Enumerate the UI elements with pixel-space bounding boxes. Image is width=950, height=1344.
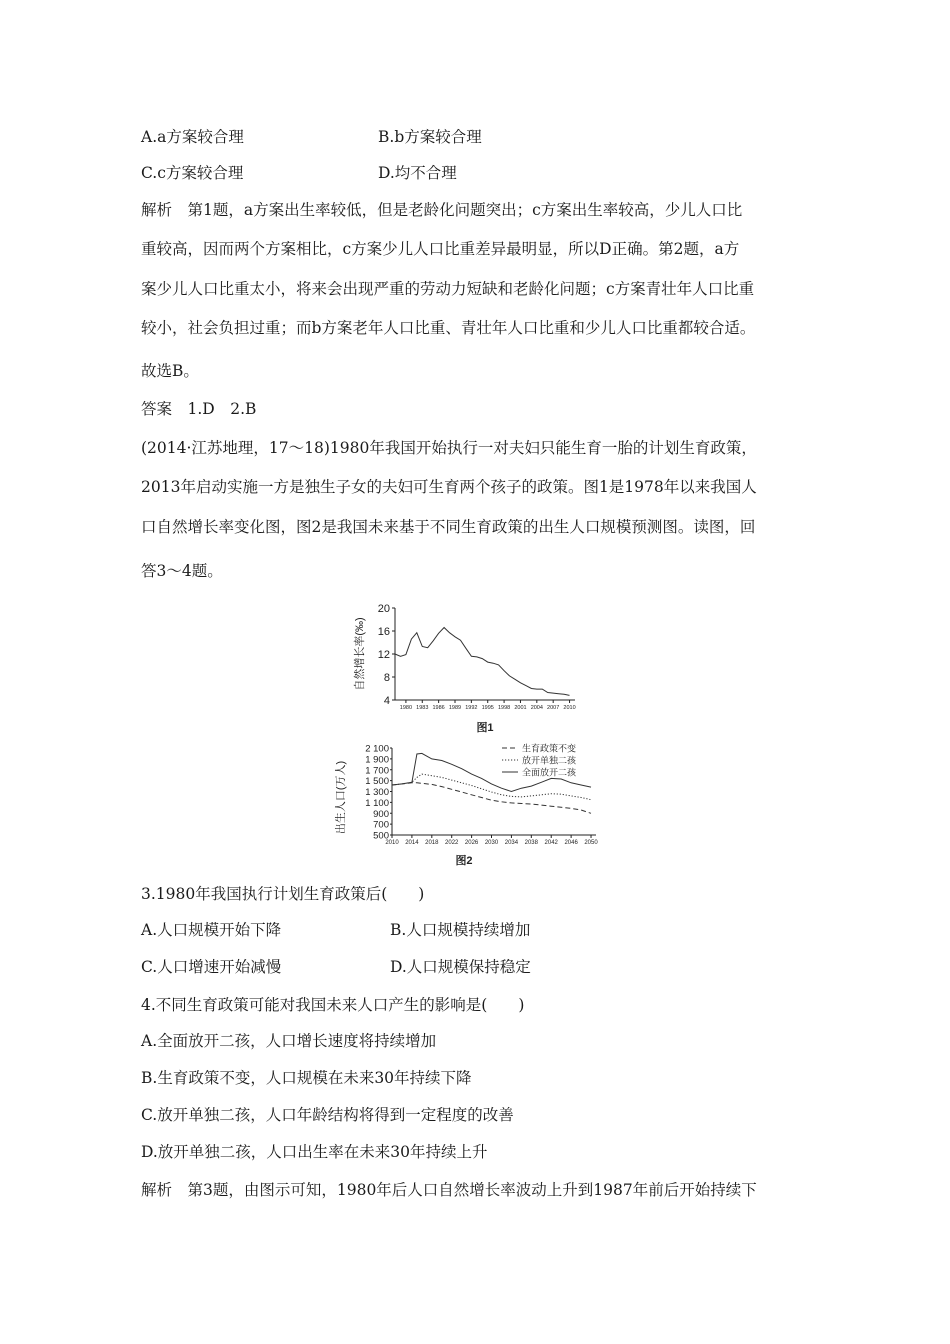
q4-option-c: C.放开单独二孩，人口年龄结构将得到一定程度的改善 [141, 1106, 514, 1124]
x-tick-label: 1980 [399, 705, 413, 711]
option-b: B.b方案较合理 [378, 128, 482, 146]
x-tick-label: 1992 [465, 705, 478, 711]
x-tick-label: 2034 [504, 840, 519, 846]
legend-label: 放开单独二孩 [522, 755, 577, 766]
option-c: C.c方案较合理 [141, 164, 244, 182]
analysis-line: 重较高，因而两个方案相比，c方案少儿人口比重差异最明显，所以D正确。第2题，a方 [141, 240, 740, 258]
option-a: A.a方案较合理 [141, 128, 244, 146]
q4-option-d: D.放开单独二孩，人口出生率在未来30年持续上升 [141, 1143, 488, 1161]
analysis-line: 故选B。 [141, 362, 199, 380]
y-tick-label: 1 500 [365, 776, 389, 788]
analysis-line: 案少儿人口比重太小，将来会出现严重的劳动力短缺和老龄化问题；c方案青壮年人口比重 [141, 280, 755, 298]
intro-line: 答3～4题。 [141, 562, 223, 580]
legend-label: 生育政策不变 [522, 743, 577, 754]
analysis-line: 解析 第1题，a方案出生率较低，但是老龄化问题突出；c方案出生率较高，少儿人口比 [141, 201, 743, 219]
x-tick-label: 2022 [445, 840, 459, 846]
y-tick-label: 4 [383, 695, 390, 707]
y-tick-label: 1 700 [365, 765, 389, 777]
x-tick-label: 2007 [547, 705, 560, 711]
x-tick-label: 2046 [564, 840, 578, 846]
y-tick-label: 16 [377, 626, 390, 638]
y-tick-label: 2 100 [365, 743, 389, 755]
q4-option-b: B.生育政策不变，人口规模在未来30年持续下降 [141, 1069, 472, 1087]
q3-option-b: B.人口规模持续增加 [390, 921, 531, 939]
series-line-2 [392, 774, 591, 800]
x-tick-label: 1983 [416, 705, 429, 711]
figure-2-chart [330, 740, 610, 870]
x-tick-label: 1986 [432, 705, 445, 711]
intro-line: 2013年启动实施一方是独生子女的夫妇可生育两个孩子的政策。图1是1978年以来我国人 [141, 478, 757, 496]
x-tick-label: 1998 [497, 705, 511, 711]
q3-option-d: D.人口规模保持稳定 [390, 958, 531, 976]
figure-caption: 图2 [455, 855, 473, 867]
x-tick-label: 2042 [544, 840, 558, 846]
intro-line: 口自然增长率变化图，图2是我国未来基于不同生育政策的出生人口规模预测图。读图，回 [141, 518, 756, 536]
figure-caption: 图1 [476, 722, 494, 734]
q3-option-a: A.人口规模开始下降 [141, 921, 282, 939]
x-tick-label: 2018 [425, 840, 439, 846]
x-tick-label: 2026 [464, 840, 479, 846]
y-tick-label: 12 [377, 649, 390, 661]
x-tick-label: 2030 [484, 840, 499, 846]
x-tick-label: 2004 [530, 705, 543, 711]
x-tick-label: 2010 [563, 705, 576, 711]
y-tick-label: 1 900 [365, 754, 389, 766]
x-tick-label: 2014 [405, 840, 419, 846]
y-tick-label: 8 [383, 672, 390, 684]
q3-option-c: C.人口增速开始减慢 [141, 958, 282, 976]
x-tick-label: 2038 [524, 840, 538, 846]
q4-stem: 4.不同生育政策可能对我国未来人口产生的影响是( ) [141, 996, 525, 1014]
analysis-2-line: 解析 第3题，由图示可知，1980年后人口自然增长率波动上升到1987年前后开始持续下 [141, 1181, 757, 1199]
q4-option-a: A.全面放开二孩，人口增长速度将持续增加 [141, 1032, 437, 1050]
y-tick-label: 900 [373, 808, 389, 820]
x-tick-label: 1995 [481, 705, 494, 711]
x-tick-label: 2050 [584, 840, 598, 846]
y-axis-label: 出生人口(万人) [335, 760, 347, 835]
legend-label: 全面放开二孩 [522, 767, 577, 778]
y-tick-label: 20 [377, 603, 390, 615]
figure-1-chart [345, 600, 590, 740]
series-line-1 [392, 783, 591, 814]
y-axis-label: 自然增长率(‰) [354, 617, 366, 691]
answer-line: 答案 1.D 2.B [141, 400, 257, 418]
y-tick-label: 500 [373, 830, 389, 842]
y-tick-label: 1 300 [365, 787, 389, 798]
option-d: D.均不合理 [378, 164, 457, 182]
x-tick-label: 2001 [514, 705, 527, 711]
y-tick-label: 700 [373, 819, 389, 831]
y-tick-label: 1 100 [365, 797, 389, 809]
series-line-natural-growth [395, 628, 570, 696]
x-tick-label: 1989 [448, 705, 462, 711]
q3-stem: 3.1980年我国执行计划生育政策后( ) [141, 885, 425, 903]
x-tick-label: 2010 [385, 840, 399, 846]
intro-line: (2014·江苏地理，17～18)1980年我国开始执行一对夫妇只能生育一胎的计划生育政策， [141, 439, 757, 457]
analysis-line: 较小，社会负担过重；而b方案老年人口比重、青壮年人口比重和少儿人口比重都较合适。 [141, 319, 756, 337]
